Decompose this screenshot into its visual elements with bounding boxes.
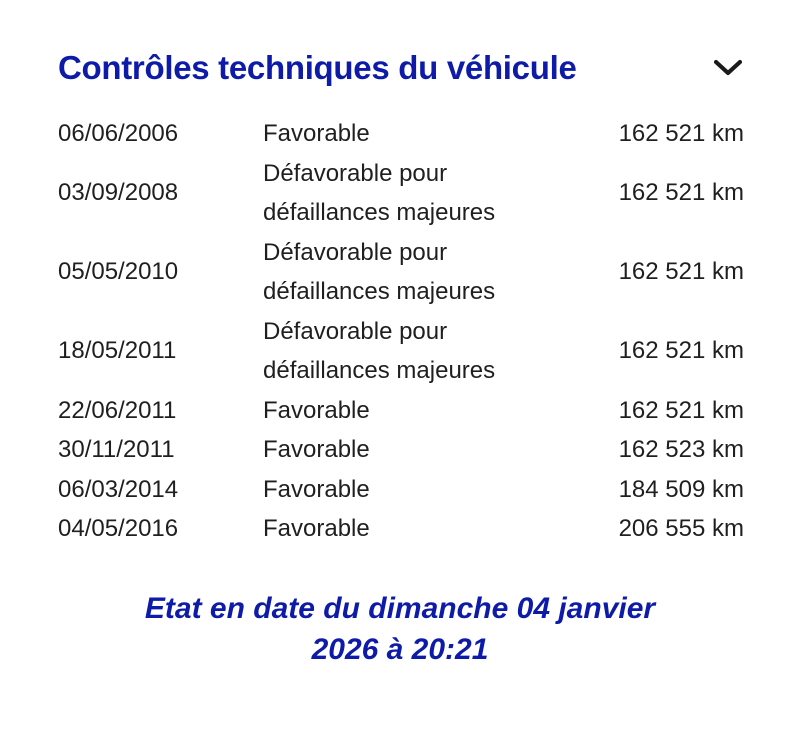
inspection-result: Défavorable pour défaillances majeures [263,159,496,226]
inspection-mileage: 162 521 km [618,120,744,147]
inspection-row [58,154,748,233]
inspection-result: Favorable [263,515,370,542]
inspection-mileage: 162 521 km [618,179,744,207]
status-timestamp [0,588,800,670]
inspection-result: Favorable [263,120,370,147]
inspection-row [58,312,748,391]
inspection-mileage: 162 523 km [618,436,744,463]
inspection-date: 05/05/2010 [58,258,179,286]
collapse-toggle-button[interactable] [708,48,748,88]
inspection-result: Favorable [263,475,370,503]
inspection-mileage: 162 521 km [618,396,744,424]
inspection-date: 06/06/2006 [58,120,179,147]
inspection-result: Favorable [263,396,370,424]
inspection-row [58,391,748,431]
inspection-date: 06/03/2014 [58,475,179,503]
chevron-down-icon [712,58,744,78]
inspections-table [58,114,748,549]
inspection-mileage: 184 509 km [618,475,744,503]
inspection-row [58,114,748,154]
inspection-mileage: 162 521 km [618,337,744,365]
inspection-date: 22/06/2011 [58,396,177,424]
inspection-mileage: 206 555 km [618,515,744,542]
section-title: Contrôles techniques du véhicule [58,49,577,86]
inspection-date: 03/09/2008 [58,179,179,207]
inspection-row [58,430,748,470]
inspection-date: 04/05/2016 [58,515,179,542]
inspection-date: 30/11/2011 [58,436,175,463]
section-header[interactable] [58,40,748,96]
inspection-date: 18/05/2011 [58,337,177,365]
inspection-result: Défavorable pour défaillances majeures [263,238,496,305]
inspection-row [58,509,748,549]
inspection-result: Favorable [263,436,370,463]
inspection-row [58,470,748,510]
inspection-result: Défavorable pour défaillances majeures [263,317,496,384]
status-line-1: Etat en date du dimanche 04 janvier [144,592,656,625]
inspection-mileage: 162 521 km [618,258,744,286]
status-line-2: 2026 à 20:21 [311,633,489,666]
inspection-row [58,233,748,312]
